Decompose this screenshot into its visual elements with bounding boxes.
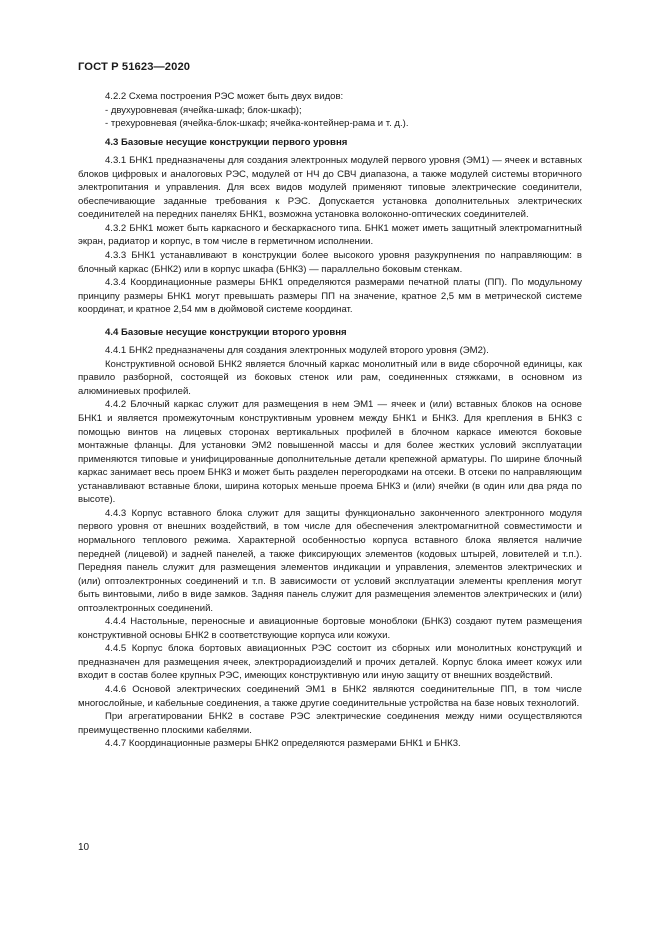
section-4-4-heading: 4.4 Базовые несущие конструкции второго уровня — [105, 326, 347, 338]
list-item: - двухуровневая (ячейка-шкаф; блок-шкаф); — [105, 104, 302, 116]
paragraph-4-3-1: 4.3.1 БНК1 предназначены для создания электронных модулей первого уровня (ЭМ1) — ячеек и вставных блоков цифровых и аналоговых РЭС, модулей от НЧ до СВЧ диапазона, а также модулей системы вторичного электропитания и управления. Для всех видов модулей применяют типовые электрические соединители, обеспечивающие заданные требования к РЭС. Допускается установка дополнительных электрических соединителей на передних панелях БНК1, возможна установка волоконно-оптических соединителей. — [78, 155, 582, 221]
page-number: 10 — [78, 842, 90, 853]
paragraph-4-4-6: 4.4.6 Основой электрических соединений ЭМ1 в БНК2 являются соединительные ПП, в том числе многослойные, и кабельные соединения, а также другие соединительные устройства на базе новых технологий. — [78, 683, 582, 709]
paragraph-4-4-2: 4.4.2 Блочный каркас служит для размещения в нем ЭМ1 — ячеек и (или) вставных блоков на основе БНК1 и является промежуточным конструктивным уровнем между БНК1 и БНК3. Для крепления в БНК3 с помощью винтов на лицевых сторонах вертикальных профилей в блочном каркасе имеются боковые монтажные фланцы. Для установки ЭМ2 повышенной массы и для более жестких условий эксплуатации применяются типовые и унифицированные дополнительные детали крепежной арматуры. По ширине блочный каркас занимает весь проем БНК3 и может быть разделен перегородками на отсеки. В отсеки по направляющим устанавливают вставные блоки, ширина которых меньше проема БНК3 и (или) ячейки (в один или два ряда по высоте). — [78, 399, 582, 506]
paragraph-4-4-3: 4.4.3 Корпус вставного блока служит для защиты функционально законченного электронного модуля первого уровня от внешних воздействий, в том числе для обеспечения электромагнитной совместимости и нормального теплового режима. Характерной особенностью корпуса вставного блока является наличие передней (лицевой) и задней панелей, а также фиксирующих элементов (кодовых штырей, ловителей и т.п.). Передняя панель служит для размещения элементов индикации и управления, элементов электрических и (или) оптоэлектронных соединений и т.п. В зависимости от условий эксплуатации элементы крепления могут быть винтовыми, либо в виде замков. Задняя панель служит для размещения элементов электрических и (или) оптоэлектронных соединений. — [78, 507, 582, 614]
paragraph-4-3-2: 4.3.2 БНК1 может быть каркасного и бескаркасного типа. БНК1 может иметь защитный электромагнитный экран, радиатор и корпус, в том числе в герметичном исполнении. — [78, 222, 582, 248]
paragraph-4-4-6-continued: При агрегатировании БНК2 в составе РЭС электрические соединения между ними осуществляются преимущественно плоскими кабелями. — [78, 711, 582, 736]
paragraph-4-3-4: 4.3.4 Координационные размеры БНК1 определяются размерами печатной платы (ПП). По модульному принципу размеры БНК1 могут превышать размеры ПП на значение, кратное 2,5 мм в метрической системе координат, и кратное 2,54 мм в дюймовой системе координат. — [78, 277, 582, 316]
section-4-3-heading: 4.3 Базовые несущие конструкции первого уровня — [105, 136, 348, 148]
document-header: ГОСТ Р 51623—2020 — [78, 61, 191, 73]
paragraph-4-4-1: 4.4.1 БНК2 предназначены для создания электронных модулей второго уровня (ЭМ2). — [105, 345, 489, 357]
list-item: - трехуровневая (ячейка-блок-шкаф; ячейка-контейнер-рама и т. д.). — [105, 118, 409, 130]
paragraph-4-4-7: 4.4.7 Координационные размеры БНК2 определяются размерами БНК1 и БНК3. — [105, 738, 461, 750]
paragraph-4-4-5: 4.4.5 Корпус блока бортовых авиационных РЭС состоит из сборных или монолитных конструкций и предназначен для размещения ячеек, электрорадиоизделий и прочих деталей. Корпус блока имеет кожух или входит в состав более крупных РЭС, имеющих конструктивную или иную защиту от внешних воздействий. — [78, 643, 582, 682]
paragraph-4-4-4: 4.4.4 Настольные, переносные и авиационные бортовые моноблоки (БНК3) создают путем размещения конструктивной основы БНК2 в соответствующие корпуса или кожухи. — [78, 616, 582, 641]
document-body — [78, 90, 582, 751]
paragraph-4-3-3: 4.3.3 БНК1 устанавливают в конструкции более высокого уровня разукрупнения по направляющим: в блочный каркас (БНК2) или в корпус шкафа (БНК3) — параллельно боковым стенкам. — [78, 250, 582, 275]
section-4-2-2-intro: 4.2.2 Схема построения РЭС может быть двух видов: — [105, 91, 344, 102]
paragraph-4-4-1-continued: Конструктивной основой БНК2 является блочный каркас монолитный или в виде сборочной единицы, как правило разборной, состоящей из боковых стенок или рам, соединенных стяжками, в основном из алюминиевых профилей. — [78, 358, 582, 397]
